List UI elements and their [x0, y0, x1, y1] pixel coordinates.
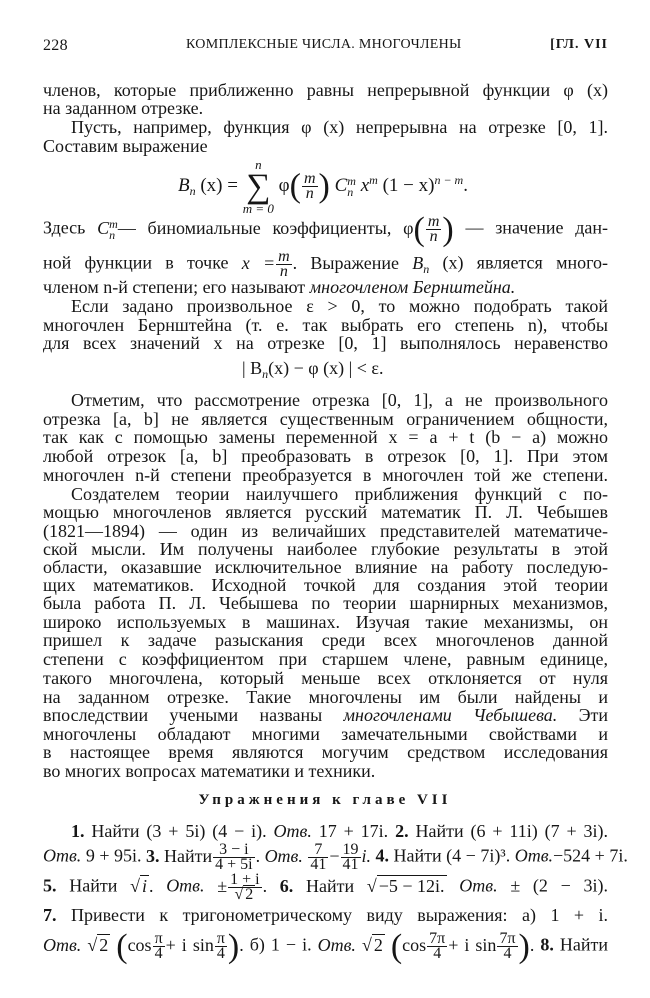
text-line: во многих вопросах математики и техники.: [43, 761, 376, 781]
exercise-line: 5. Найти √ i . Отв. ± $\frac{1 + i}{√ 2}$ . 6. Найти √ −5 − 12i. Отв. ± (2 − 3i).: [43, 871, 608, 903]
term-bernstein: многочленом Бернштейна.: [309, 277, 516, 297]
section-heading: Упражнения к главе VII: [198, 792, 452, 808]
fraction: $\frac{m}{n}$: [303, 170, 316, 203]
text-line: ской мысли. Им получены наиболее глубокие результаты в этой: [43, 539, 608, 559]
text-line: Составим выражение: [43, 136, 208, 156]
text-line: была работа П. Л. Чебышева по теории шарнирных механизмов,: [43, 593, 608, 613]
text-line: Создателем теории наилучшего приближения функций с по-: [71, 484, 608, 504]
exercise-line: 7. Привести к тригонометрическому виду выражения: а) 1 + i.: [43, 905, 609, 925]
fraction: $\frac{m}{n}$: [278, 248, 290, 280]
formula-lhs: B: [178, 175, 190, 196]
inequality: | $B_n(x) - \varphi$ (x) | < ε.: [242, 358, 384, 381]
sqrt-symbol: √ 2: [361, 934, 383, 955]
text-line: на заданном отрезке. Такие многочлены им были найдены и: [43, 687, 608, 707]
fraction: $\frac{19}{41}$: [342, 841, 359, 873]
text-line: на заданном отрезке.: [43, 98, 204, 118]
text-line: такого многочлена, который меньше всех отклоняется от нуля: [43, 668, 608, 688]
exercise-line: Отв. √ 2 (cos $\frac{\pi}{4}$ + i sin $\frac{\pi}{4}$ ). б) 1 − i. Отв. √ 2 (cos $\frac{7\pi}{4}$ + i sin $\frac{7\pi}{4}$ ). 8. Найти: [43, 927, 608, 965]
text-line: Отметим, что рассмотрение отрезка [0, 1], а не произвольного: [71, 390, 608, 410]
binomial-indices: m n: [347, 173, 356, 199]
exercise-line: 1. Найти (3 + 5i) (4 − i). Отв. 17 + 17i. 2. Найти (6 + 11i) (7 + 3i).: [71, 821, 609, 841]
text-line: в настоящее время являются могучим средством исследования: [43, 742, 608, 762]
fraction: $\frac{\pi}{4}$: [216, 930, 225, 962]
text-line: так как с помощью замены переменной x = a + t (b − a) можно: [43, 427, 608, 447]
bernstein-formula: $B_n$ (x) = n ∑ m = 0 φ( $\frac{m}{n}$ ) C m n $x^m$ $(1 - x)^{n - m}$.: [178, 156, 468, 216]
formula-lhs-arg: (x) =: [200, 175, 238, 196]
text-line: (1821—1894) — один из величайших представителей математиче-: [43, 521, 608, 541]
text-line: Пусть, например, функция φ (x) непрерывна на отрезке [0, 1].: [71, 117, 608, 137]
text-line: ной функции в точке x = $\frac{m}{n}$ . Выражение $B_n$ (x) является много-: [43, 248, 609, 280]
page-number: 228: [43, 37, 68, 54]
text-line: многочлен Бернштейна (т. е. так выбрать его степень n), чтобы: [43, 315, 608, 335]
fraction: $\frac{7\pi}{4}$: [499, 930, 516, 962]
text-line: широко используемых в машинах. Изучая такие механизмы, он: [43, 612, 608, 632]
sum-symbol: n ∑ m = 0: [242, 156, 274, 216]
text-line: любой отрезок [a, b] преобразовать в отрезок [0, 1]. При этом: [43, 446, 608, 466]
text-line: отрезка [a, b] не является существенным ограничением общности,: [43, 409, 608, 429]
text-line: Здесь C m n — биномиальные коэффициенты, φ( $\frac{m}{n}$ ) — значение дан-: [43, 210, 609, 248]
text-line: мощью многочленов является русский математик П. Л. Чебышев: [43, 502, 608, 522]
term-chebyshev: многочленами Чебышева.: [343, 705, 558, 725]
sqrt-symbol: √ i .: [130, 875, 154, 896]
exercise-line: Отв. 9 + 95i. 3. Найти $\frac{3 - i}{4 + 5i}$ . Отв. $\frac{7}{41}$ − $\frac{19}{41}$ i. 4. Найти (4 − 7i)³. Отв.−524 + 7i.: [43, 841, 628, 873]
fraction: $\frac{1 + i}{√ 2}$: [230, 871, 260, 903]
formula-lhs-sub: n: [189, 184, 196, 198]
chapter-label: [ГЛ. VII: [550, 37, 608, 52]
text-line: впоследствии учеными названы многочленами Чебышева. Эти: [43, 705, 609, 725]
text-line: членов, которые приближенно равны непрерывной функции φ (x): [43, 80, 608, 100]
text-line: щих математиков. Исходной точкой для создания этой теории: [43, 575, 608, 595]
sqrt-symbol: √ 2: [87, 934, 109, 955]
text-line: для всех значений x на отрезке [0, 1] выполнялось неравенство: [43, 333, 608, 353]
text-line: Если задано произвольное ε > 0, то можно подобрать такой: [71, 296, 608, 316]
text-line: членом n-й степени; его называют многочленом Бернштейна.: [43, 277, 516, 297]
text-line: степени с коэффициентом при старшем члене, равным единице,: [43, 649, 608, 669]
text-line: пришел к задаче разыскания среди всех многочленов данной: [43, 630, 608, 650]
sqrt-symbol: √ −5 − 12i.: [366, 875, 445, 896]
fraction: $\frac{3 - i}{4 + 5i}$: [215, 841, 253, 873]
fraction: $\frac{7}{41}$: [310, 841, 327, 873]
text-line: многочлен n-й степени преобразуется в многочлен той же степени.: [43, 465, 608, 485]
binomial-indices: m n: [109, 216, 118, 242]
running-title: КОМПЛЕКСНЫЕ ЧИСЛА. МНОГОЧЛЕНЫ: [186, 37, 462, 52]
fraction: $\frac{m}{n}$: [427, 213, 440, 245]
text-line: области, оказавшие исключительное влияние на работу последую-: [43, 557, 608, 577]
fraction: $\frac{7\pi}{4}$: [429, 930, 446, 962]
fraction: $\frac{\pi}{4}$: [154, 930, 163, 962]
text-line: многочлены обладают многими замечательными свойствами и: [43, 724, 608, 744]
